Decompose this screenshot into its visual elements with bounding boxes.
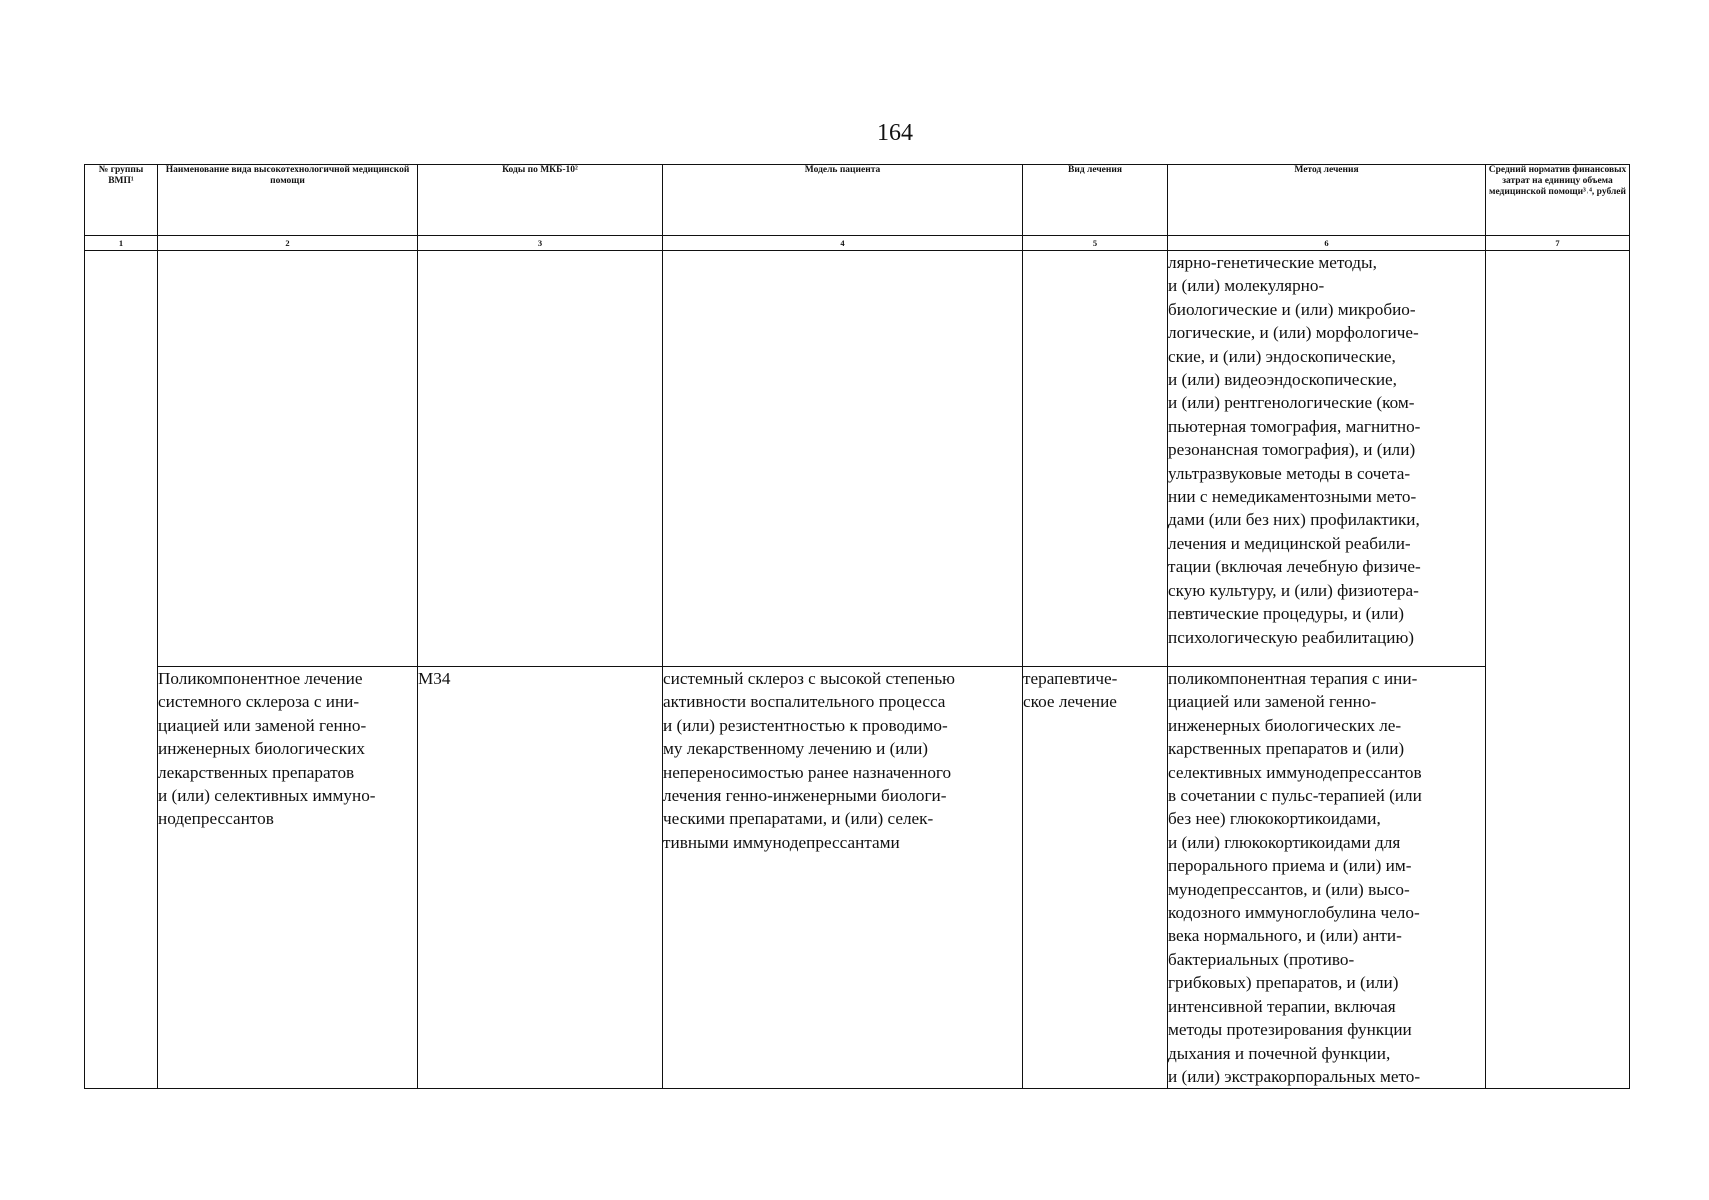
header-row (85, 165, 1630, 236)
method-line: дыхания и почечной функции, (1168, 1043, 1391, 1063)
column-number: 6 (1168, 236, 1486, 251)
cell-treatment-type (1023, 667, 1168, 1089)
patient-model-line: му лекарственному лечению и (или) (663, 739, 928, 759)
method-line: пьютерная томография, магнитно- (1168, 416, 1421, 436)
cell-patient-model (663, 251, 1023, 667)
name-line: системного склероза с ини- (158, 692, 360, 712)
cell-care-type-name (158, 667, 418, 1089)
method-line: скую культуру, и (или) физиотера- (1168, 580, 1419, 600)
page-number: 164 (877, 120, 913, 146)
method-line: певтические процедуры, и (или) (1168, 604, 1405, 624)
header-icd-codes: Коды по МКБ-10² (418, 165, 663, 236)
name-line: нодепрессантов (158, 809, 274, 829)
medical-care-table (84, 164, 1630, 1089)
patient-model-line: системный склероз с высокой степенью (663, 669, 956, 688)
header-care-type-name: Наименование вида высокотехнологичной медицинской помощи (158, 165, 418, 236)
method-line: нии с немедикаментозными мето- (1168, 487, 1417, 507)
header-average-cost: Средний норматив финансовых затрат на единицу объема медицинской помощи³˒⁴, рублей (1486, 165, 1630, 236)
icd-code: M34 (418, 669, 451, 688)
column-number: 1 (85, 236, 158, 251)
table-row-continuation (85, 251, 1630, 667)
patient-model-line: лечения генно-инженерными биологи- (663, 786, 947, 806)
method-line: кодозного иммуноглобулина чело- (1168, 903, 1420, 923)
patient-model-line: активности воспалительного процесса (663, 692, 946, 712)
method-line: резонансная томография), и (или) (1168, 440, 1416, 460)
method-line: тации (включая лечебную физиче- (1168, 557, 1421, 577)
name-line: циацией или заменой генно- (158, 715, 367, 735)
method-line: интенсивной терапии, включая (1168, 996, 1396, 1016)
method-line: селективных иммунодепрессантов (1168, 762, 1422, 782)
method-line: мунодепрессантов, и (или) высо- (1168, 879, 1410, 899)
method-line: лярно-генетические методы, (1168, 253, 1377, 272)
treatment-type-line: ское лечение (1023, 692, 1117, 712)
name-line: и (или) селективных иммуно- (158, 786, 376, 806)
method-line: и (или) глюкокортикоидами для (1168, 832, 1401, 852)
column-number: 3 (418, 236, 663, 251)
name-line: лекарственных препаратов (158, 762, 355, 782)
method-line: грибковых) препаратов, и (или) (1168, 973, 1399, 993)
header-treatment-type: Вид лечения (1023, 165, 1168, 236)
method-line: века нормального, и (или) анти- (1168, 926, 1402, 946)
name-line: Поликомпонентное лечение (158, 669, 363, 688)
patient-model-line: и (или) резистентностью к проводимо- (663, 715, 948, 735)
cell-treatment-method (1168, 667, 1486, 1089)
method-line: методы протезирования функции (1168, 1020, 1412, 1040)
header-group-number: № группы ВМП¹ (85, 165, 158, 236)
cell-group-number (85, 251, 158, 1089)
method-line: в сочетании с пульс-терапией (или (1168, 786, 1422, 806)
patient-model-line: тивными иммунодепрессантами (663, 832, 900, 852)
cell-patient-model (663, 667, 1023, 1089)
cell-treatment-method (1168, 251, 1486, 667)
column-number: 5 (1023, 236, 1168, 251)
method-line: логические, и (или) морфологиче- (1168, 323, 1419, 343)
method-line: и (или) экстракорпоральных мето- (1168, 1066, 1421, 1086)
method-line: поликомпонентная терапия с ини- (1168, 669, 1418, 688)
patient-model-line: непереносимостью ранее назначенного (663, 762, 952, 782)
column-number-row (85, 236, 1630, 251)
header-treatment-method: Метод лечения (1168, 165, 1486, 236)
cell-icd-codes (418, 251, 663, 667)
method-line: ские, и (или) эндоскопические, (1168, 346, 1396, 366)
method-line: перорального приема и (или) им- (1168, 856, 1412, 876)
patient-model-line: ческими препаратами, и (или) селек- (663, 809, 934, 829)
column-number: 7 (1486, 236, 1630, 251)
name-line: инженерных биологических (158, 739, 365, 759)
cell-average-cost (1486, 251, 1630, 1089)
method-line: ультразвуковые методы в сочета- (1168, 463, 1411, 483)
header-patient-model: Модель пациента (663, 165, 1023, 236)
method-line: биологические и (или) микробио- (1168, 299, 1416, 319)
method-line: карственных препаратов и (или) (1168, 739, 1405, 759)
method-line: лечения и медицинской реабили- (1168, 533, 1411, 553)
method-line: и (или) молекулярно- (1168, 276, 1325, 296)
method-line: психологическую реабилитацию) (1168, 627, 1415, 647)
cell-icd-codes (418, 667, 663, 1089)
method-line: и (или) видеоэндоскопические, (1168, 370, 1397, 390)
table-row-systemic-sclerosis (85, 667, 1630, 1089)
cell-care-type-name (158, 251, 418, 667)
method-line: и (или) рентгенологические (ком- (1168, 393, 1415, 413)
method-line: без нее) глюкокортикоидами, (1168, 809, 1381, 829)
method-line: бактериальных (противо- (1168, 949, 1355, 969)
method-line: инженерных биологических ле- (1168, 715, 1402, 735)
cell-treatment-type (1023, 251, 1168, 667)
method-line: циацией или заменой генно- (1168, 692, 1377, 712)
column-number: 2 (158, 236, 418, 251)
treatment-type-line: терапевтиче- (1023, 669, 1118, 688)
column-number: 4 (663, 236, 1023, 251)
method-line: дами (или без них) профилактики, (1168, 510, 1420, 530)
